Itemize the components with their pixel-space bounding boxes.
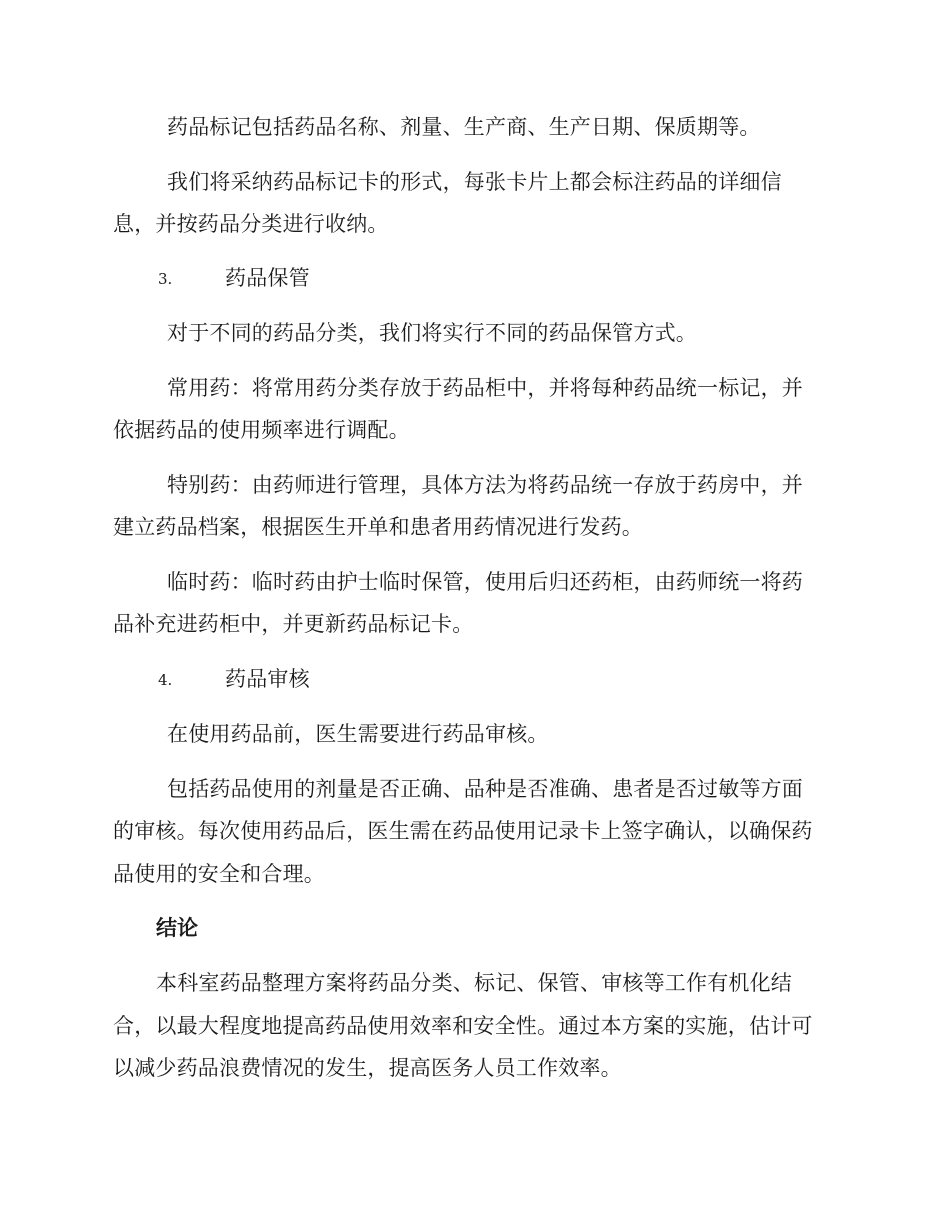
paragraph-line: 我们将采纳药品标记卡的形式，每张卡片上都会标注药品的详细信 [167, 170, 782, 194]
paragraph-line: 对于不同的药品分类，我们将实行不同的药品保管方式。 [167, 321, 697, 345]
paragraph-line: 常用药：将常用药分类存放于药品柜中，并将每种药品统一标记，并 [167, 376, 803, 400]
paragraph-line: 包括药品使用的剂量是否正确、品种是否准确、患者是否过敏等方面 [167, 777, 803, 801]
paragraph-line: 临时药：临时药由护士临时保管，使用后归还药柜，由药师统一将药 [167, 570, 803, 594]
paragraph-line: 合，以最大程度地提高药品使用效率和安全性。通过本方案的实施，估计可 [113, 1014, 813, 1038]
paragraph-line: 本科室药品整理方案将药品分类、标记、保管、审核等工作有机化结 [156, 971, 792, 995]
section-number: 3. [158, 270, 173, 288]
paragraph-line: 依据药品的使用频率进行调配。 [113, 418, 410, 442]
section-title: 药品审核 [225, 667, 310, 691]
paragraph-line: 建立药品档案，根据医生开单和患者用药情况进行发药。 [113, 515, 643, 539]
conclusion-heading: 结论 [156, 915, 198, 940]
section-number: 4. [158, 671, 173, 689]
paragraph-line: 品使用的安全和合理。 [113, 862, 325, 886]
paragraph-line: 以减少药品浪费情况的发生，提高医务人员工作效率。 [113, 1056, 622, 1080]
paragraph-line: 在使用药品前，医生需要进行药品审核。 [167, 722, 549, 746]
paragraph-line: 息，并按药品分类进行收纳。 [113, 212, 389, 236]
paragraph-line: 品补充进药柜中，并更新药品标记卡。 [113, 612, 474, 636]
paragraph-line: 特别药：由药师进行管理，具体方法为将药品统一存放于药房中，并 [167, 473, 803, 497]
paragraph-line: 药品标记包括药品名称、剂量、生产商、生产日期、保质期等。 [167, 115, 761, 139]
section-title: 药品保管 [225, 266, 310, 290]
paragraph-line: 的审核。每次使用药品后，医生需在药品使用记录卡上签字确认，以确保药 [113, 819, 813, 843]
